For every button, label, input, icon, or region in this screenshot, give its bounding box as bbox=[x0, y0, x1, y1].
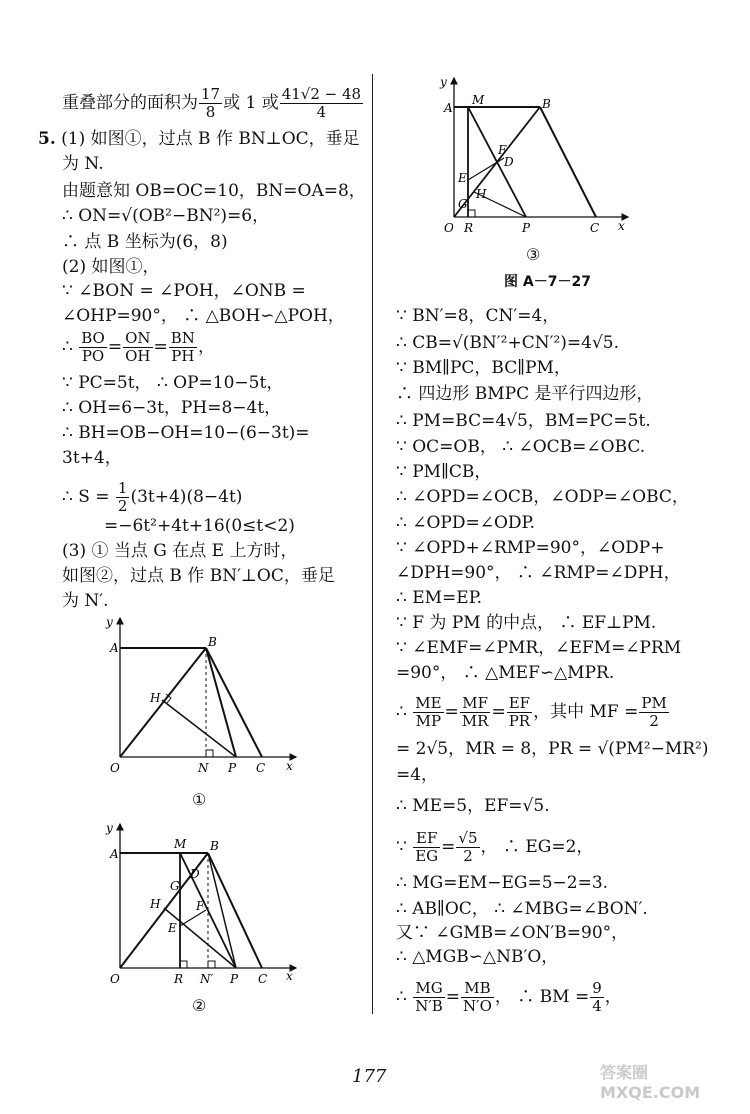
svg-text:M: M bbox=[174, 837, 187, 851]
svg-text:A: A bbox=[110, 641, 119, 655]
svg-text:G: G bbox=[458, 197, 468, 211]
svg-text:H: H bbox=[476, 187, 487, 201]
svg-text:A: A bbox=[110, 847, 119, 861]
svg-text:D: D bbox=[190, 867, 200, 881]
text-line: ∵ OC=OB， ∴ ∠OCB=∠OBC. bbox=[396, 437, 646, 457]
text-line: ∵ PC=5t， ∴ OP=10−5t， bbox=[62, 373, 284, 393]
figure-2-label: ② bbox=[192, 996, 207, 1015]
text-line: ∵ BN′=8，CN′=4， bbox=[396, 306, 560, 326]
ratio-line: ∴ $\frac{ME}{MP}$ = $\frac{MF}{MR}$ = $\frac{EF}{PR}$ ，其中 MF = $\frac{PM}{2}$ bbox=[396, 694, 667, 730]
area-line: 重叠部分的面积为 $\frac{17}{8}$ 或 1 或 $\frac{41√2 - 48}{4}$ bbox=[62, 85, 362, 121]
svg-text:y: y bbox=[440, 75, 447, 89]
svg-text:O: O bbox=[444, 221, 454, 235]
text-line: ∴ PM=BC=4√5，BM=PC=5t. bbox=[396, 411, 651, 431]
text-line: ∴ BH=OB−OH=10−(6−3t)= bbox=[62, 423, 310, 443]
text-line: ∴ AB∥OC， ∴ ∠MBG=∠BON′. bbox=[396, 899, 648, 919]
svg-text:P: P bbox=[522, 221, 531, 235]
text-line: ∴ EM=EP. bbox=[396, 588, 483, 608]
text-line: ∵ F 为 PM 的中点， ∴ EF⊥PM. bbox=[396, 613, 657, 633]
svg-text:E: E bbox=[168, 921, 177, 935]
svg-text:D: D bbox=[504, 155, 514, 169]
page-number: 177 bbox=[352, 1066, 387, 1087]
text-line: (3) ① 当点 G 在点 E 上方时， bbox=[62, 541, 298, 561]
text-line: 3t+4， bbox=[62, 448, 122, 468]
text-line: =4， bbox=[396, 765, 439, 785]
text-line: ∴ 点 B 坐标为(6，8) bbox=[62, 232, 228, 252]
svg-text:N: N bbox=[198, 761, 209, 775]
svg-text:C: C bbox=[590, 221, 600, 235]
text-line: ∵ ∠BON = ∠POH，∠ONB = bbox=[62, 281, 306, 301]
fraction: $\frac{41√2 - 48}{4}$ bbox=[281, 85, 362, 121]
svg-text:R: R bbox=[464, 221, 474, 235]
problem-number: 5. bbox=[38, 129, 56, 149]
text-line: ∴ ∠OPD=∠ODP. bbox=[396, 513, 535, 533]
figure-1-label: ① bbox=[192, 790, 207, 809]
svg-text:B: B bbox=[210, 839, 219, 853]
svg-text:G: G bbox=[170, 879, 180, 893]
text-line: ∴ △MGB∽△NB′O， bbox=[396, 947, 559, 967]
text-line: ∵ ∠OPD+∠RMP=90°，∠ODP+ bbox=[396, 538, 665, 558]
svg-text:H: H bbox=[150, 691, 161, 705]
ratio-line: ∵ $\frac{EF}{EG}$ = $\frac{√5}{2}$ ， ∴ EG=2， bbox=[396, 829, 594, 865]
svg-text:x: x bbox=[618, 219, 625, 233]
column-divider bbox=[372, 74, 373, 1014]
text-line: 如图②，过点 B 作 BN′⊥OC，垂足 bbox=[62, 566, 335, 586]
problem-5-line: 5. (1) 如图①，过点 B 作 BN⊥OC，垂足 bbox=[38, 129, 360, 149]
area-formula-line: ∴ S = $\frac{1}{2}$ (3t+4)(8−4t) bbox=[62, 479, 243, 515]
text-line: ∴ ∠OPD=∠OCB，∠ODP=∠OBC， bbox=[396, 487, 689, 507]
svg-text:R: R bbox=[174, 972, 184, 986]
svg-text:N′: N′ bbox=[200, 972, 214, 986]
text-line: ∵ PM∥CB， bbox=[396, 462, 492, 482]
svg-text:C: C bbox=[258, 972, 268, 986]
svg-text:F: F bbox=[498, 143, 507, 157]
svg-text:x: x bbox=[286, 759, 293, 773]
text-line: ∴ CB=√(BN′²+CN′²)=4√5. bbox=[396, 333, 620, 353]
text-line: ∵ ∠EMF=∠PMR，∠EFM=∠PRM bbox=[396, 638, 682, 658]
svg-text:y: y bbox=[106, 821, 113, 835]
text-line: ∵ BM∥PC，BC∥PM， bbox=[396, 358, 571, 378]
text-line: ∠OHP=90°， ∴ △BOH∽△POH， bbox=[62, 306, 345, 326]
text-line: ∴ ME=5，EF=√5. bbox=[396, 796, 550, 816]
text-line: ∴ OH=6−3t，PH=8−4t， bbox=[62, 398, 282, 418]
svg-text:O: O bbox=[110, 761, 120, 775]
svg-text:M: M bbox=[472, 93, 485, 107]
svg-text:P: P bbox=[228, 761, 237, 775]
svg-text:B: B bbox=[542, 97, 551, 111]
figure-caption: 图 A－7－27 bbox=[504, 274, 591, 290]
ratio-line: ∴ $\frac{MG}{N'B}$ = $\frac{MB}{N'O}$ ， ∴ BM = $\frac{9}{4}$ ， bbox=[396, 979, 622, 1015]
svg-text:A: A bbox=[444, 101, 453, 115]
text-line: ∴ ON=√(OB²−BN²)=6， bbox=[62, 206, 270, 226]
figure-2 bbox=[100, 818, 300, 988]
text-line: 由题意知 OB=OC=10，BN=OA=8， bbox=[62, 181, 366, 201]
text-line: = 2√5，MR = 8，PR = √(PM²−MR²) bbox=[396, 739, 709, 759]
fraction: $\frac{17}{8}$ bbox=[201, 85, 221, 121]
svg-text:B: B bbox=[208, 635, 217, 649]
text-line: =−6t²+4t+16(0≤t<2) bbox=[104, 516, 295, 536]
text-line: ∴ MG=EM−EG=5−2=3. bbox=[396, 873, 609, 893]
figure-1 bbox=[100, 612, 300, 782]
svg-text:y: y bbox=[106, 615, 113, 629]
svg-text:H: H bbox=[150, 897, 161, 911]
text-line: (2) 如图①， bbox=[62, 257, 160, 277]
svg-text:x: x bbox=[286, 969, 293, 983]
svg-text:P: P bbox=[230, 972, 239, 986]
figure-3-label: ③ bbox=[526, 245, 541, 264]
svg-text:C: C bbox=[256, 761, 266, 775]
watermark: 答案圈 MXQE.COM bbox=[600, 1063, 701, 1102]
svg-text:F: F bbox=[196, 899, 205, 913]
text-line: ∠DPH=90°， ∴ ∠RMP=∠DPH， bbox=[396, 563, 681, 583]
ratio-line: ∴ $\frac{BO}{PO}$ = $\frac{ON}{OH}$ = $\frac{BN}{PH}$ ， bbox=[62, 329, 215, 365]
svg-text:O: O bbox=[110, 972, 120, 986]
text-line: 为 N. bbox=[62, 154, 104, 174]
text-line: 又∵ ∠GMB=∠ON′B=90°， bbox=[396, 923, 629, 943]
svg-text:E: E bbox=[458, 171, 467, 185]
text-line: 为 N′. bbox=[62, 591, 109, 611]
figure-3 bbox=[434, 72, 634, 242]
text-line: =90°， ∴ △MEF∽△MPR. bbox=[396, 663, 615, 683]
text-line: ∴ 四边形 BMPC 是平行四边形， bbox=[396, 384, 654, 404]
